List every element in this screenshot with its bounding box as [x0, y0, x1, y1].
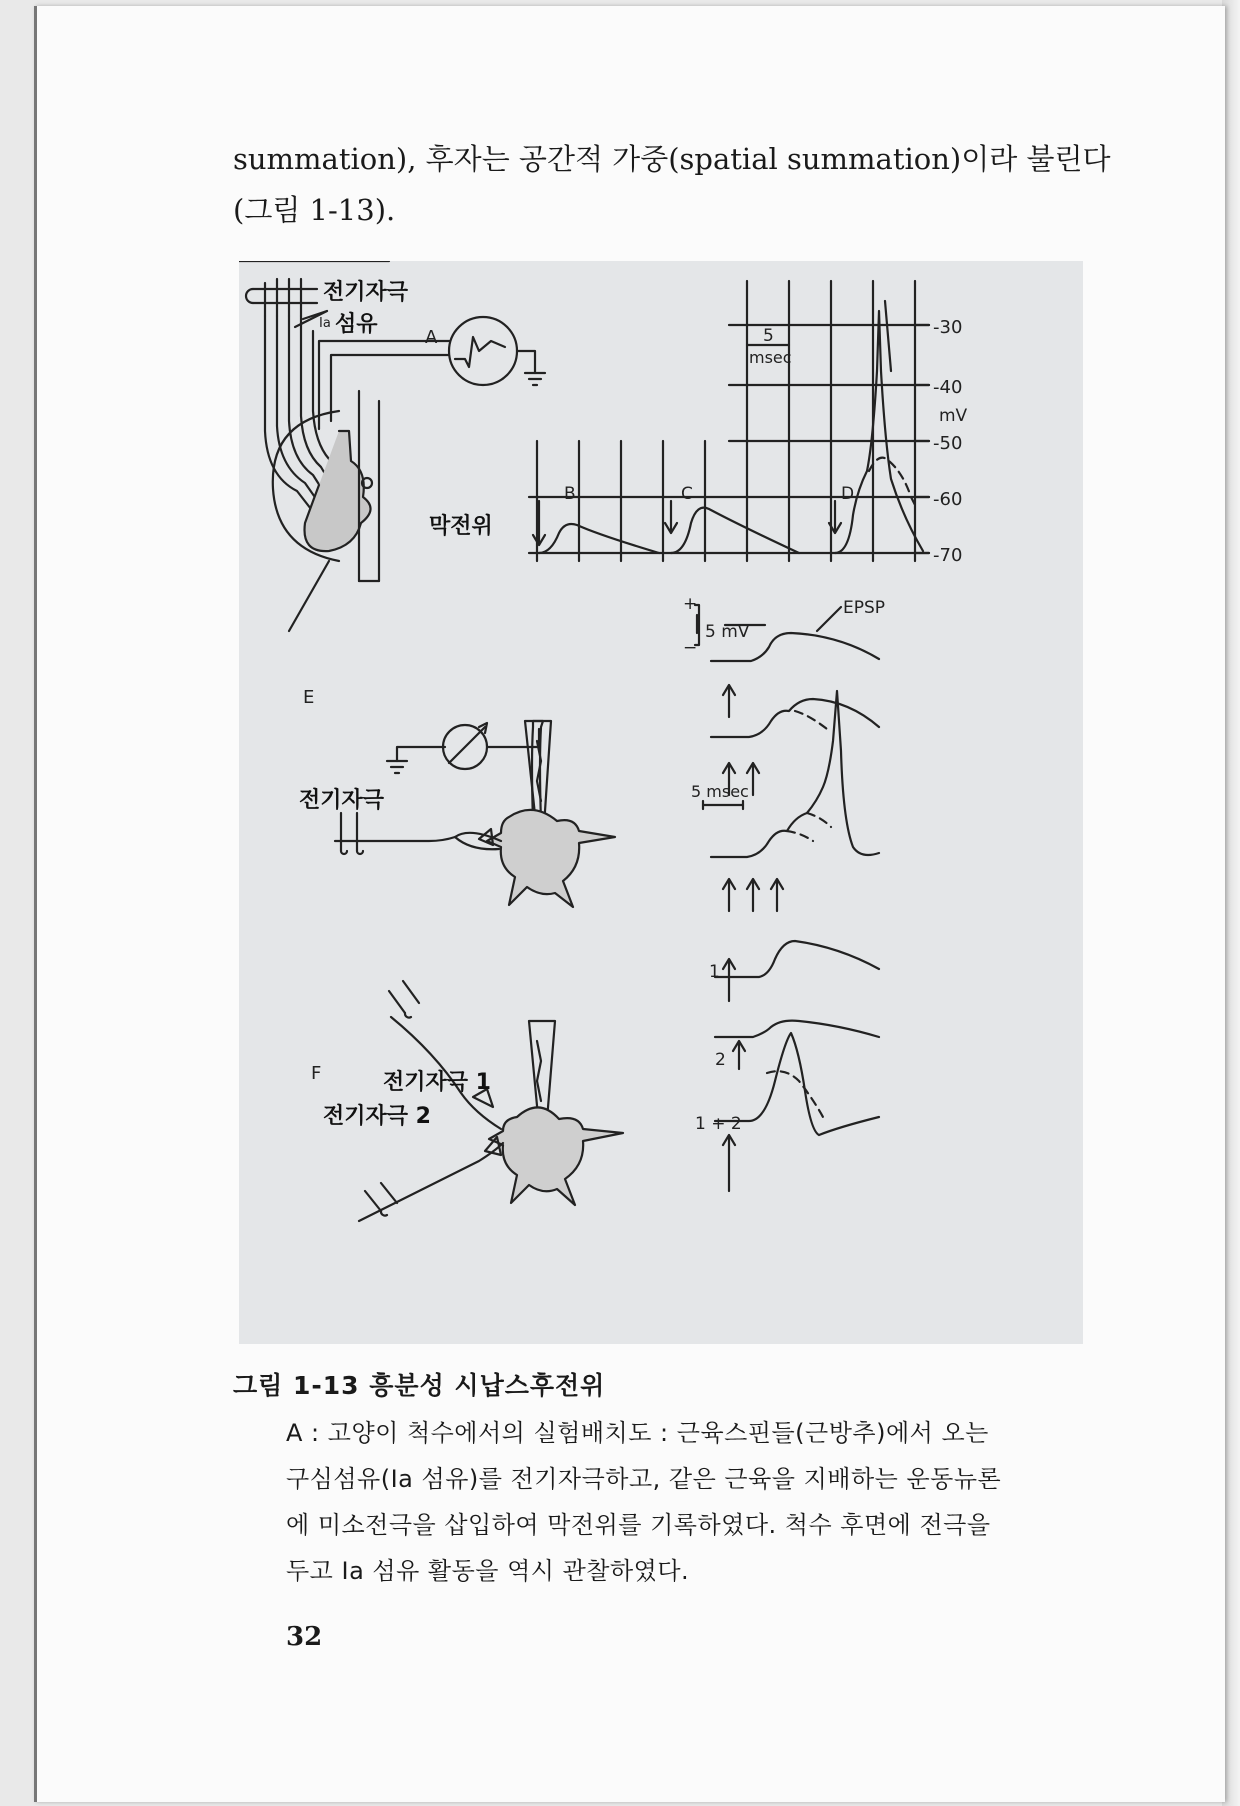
body-text-line-2: (그림 1-13). [233, 193, 396, 227]
time-scale-unit: msec [749, 348, 792, 367]
scale-plus: + [683, 594, 698, 614]
trace-label-1-plus-2: 1 + 2 [695, 1114, 742, 1134]
panel-bcd-traces [529, 281, 929, 561]
panel-e-traces [695, 605, 879, 911]
figure-caption-line-1: A : 고양이 척수에서의 실험배치도 : 근육스핀들(근방추)에서 오는 [286, 1419, 989, 1447]
panel-f-diagram [359, 981, 623, 1221]
panel-f-stim2-label: 전기자극 2 [323, 1104, 431, 1129]
trace-label-1: 1 [709, 962, 720, 982]
panel-a-fiber-label: 섬유 [335, 312, 378, 337]
trace-label-b: B [564, 484, 576, 504]
panel-a-fiber-prefix: Ia [319, 316, 331, 331]
body-text-line-1: summation), 후자는 공간적 가중(spatial summation)이라 불린다 [233, 142, 1111, 176]
figure-illustration [239, 261, 1083, 1344]
mv-tick-40: -40 [933, 377, 963, 398]
membrane-potential-label: 막전위 [429, 514, 493, 539]
panel-e-label: E [303, 687, 315, 708]
scale-5mv: 5 mV [705, 622, 750, 642]
trace-label-c: C [681, 484, 693, 504]
panel-e-stim-label: 전기자극 [299, 788, 385, 813]
panel-a-label: A [425, 327, 438, 348]
figure-1-13 [239, 261, 1083, 1344]
page-number: 32 [286, 1622, 323, 1652]
scale-5msec: 5 msec [691, 782, 749, 801]
panel-a-diagram [246, 279, 545, 631]
figure-caption-line-4: 두고 Ia 섬유 활동을 역시 관찰하였다. [286, 1557, 690, 1585]
trace-label-d: D [841, 484, 855, 504]
panel-f-label: F [311, 1063, 322, 1084]
figure-caption-line-3: 에 미소전극을 삽입하여 막전위를 기록하였다. 척수 후면에 전극을 [286, 1511, 991, 1539]
figure-caption-line-2: 구심섬유(Ia 섬유)를 전기자극하고, 같은 근육을 지배하는 운동뉴론 [286, 1465, 1002, 1493]
mv-unit: mV [939, 406, 968, 426]
scale-minus: − [683, 638, 698, 658]
mv-tick-60: -60 [933, 489, 963, 510]
time-scale-value: 5 [763, 326, 774, 346]
mv-tick-70: -70 [933, 545, 963, 566]
panel-a-stim-label: 전기자극 [323, 280, 409, 305]
mv-tick-30: -30 [933, 317, 963, 338]
figure-caption-title: 그림 1-13 흥분성 시납스후전위 [233, 1371, 606, 1400]
epsp-label: EPSP [843, 598, 886, 618]
mv-tick-50: -50 [933, 433, 963, 454]
panel-f-stim1-label: 전기자극 1 [383, 1070, 491, 1095]
panel-f-traces [715, 941, 879, 1191]
trace-label-2: 2 [715, 1050, 726, 1070]
